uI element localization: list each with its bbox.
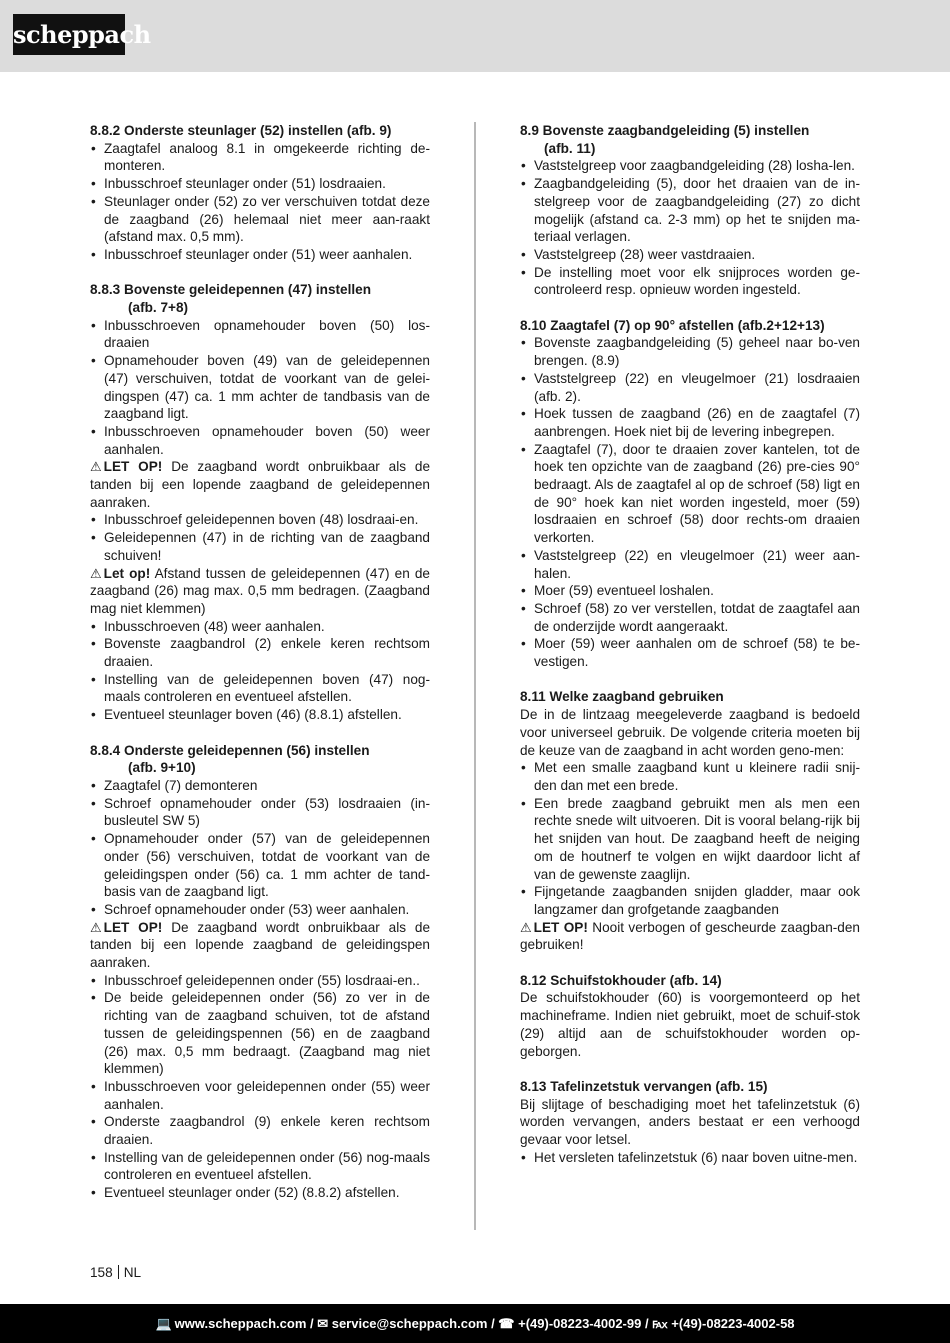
section xyxy=(520,122,860,299)
section-heading xyxy=(520,972,860,990)
paragraph: De in de lintzaag meegeleverde zaagband is bedoeld voor universeel gebruik. De volgende criteria moeten bij de keuze van de zaagband in acht worden geno-men: xyxy=(520,707,860,758)
section-heading xyxy=(520,1078,860,1096)
section-heading xyxy=(520,122,860,157)
list-item: • Schroef opnamehouder onder (53) losdraaien (in-busleutel SW 5) xyxy=(90,795,430,830)
list-item: • Het versleten tafelinzetstuk (6) naar boven uitne-men. xyxy=(520,1149,860,1167)
contact-bar xyxy=(0,1304,950,1343)
warning-text: De zaagband wordt onbruikbaar als de tanden bij een lopende zaagband de geleidepennen aanraken. xyxy=(90,459,430,510)
left-column xyxy=(90,122,430,1202)
list-item: • Steunlager onder (52) zo ver verschuiven totdat deze de zaagband (26) helemaal niet meer aan-raakt (afstand max. 0,5 mm). xyxy=(90,193,430,246)
bullet-list xyxy=(90,777,430,919)
list-item: • Zaagtafel (7) demonteren xyxy=(90,777,430,795)
warning-note xyxy=(90,458,430,511)
bullet-list xyxy=(520,157,860,299)
section-title: 8.12 Schuifstokhouder (afb. 14) xyxy=(520,972,722,988)
list-item: • Vaststelgreep voor zaagbandgeleiding (28) losha-len. xyxy=(520,157,860,175)
section xyxy=(520,972,860,1061)
brand-logo: scheppach xyxy=(13,14,125,55)
warning-icon: ⚠ xyxy=(90,565,102,581)
paragraph: De schuifstokhouder (60) is voorgemonteerd op het machineframe. Indien niet gebruikt, moet de schuif-stok (29) altijd aan de schuifstokhouder worden op-geborgen. xyxy=(520,990,860,1059)
warning-label: LET OP! xyxy=(533,919,588,935)
warning-icon: ⚠ xyxy=(520,919,532,935)
list-item: • Inbusschroeven opnamehouder boven (50) los-draaien xyxy=(90,317,430,352)
list-item: • Instelling van de geleidepennen onder (56) nog-maals controleren en eventueel afstellen. xyxy=(90,1149,430,1184)
paragraph: Bij slijtage of beschadiging moet het tafelinzetstuk (6) worden vervangen, anders bestaat er een verhoogd gevaar voor letsel. xyxy=(520,1096,860,1148)
list-item: • Geleidepennen (47) in de richting van de zaagband schuiven! xyxy=(90,529,430,564)
section-heading xyxy=(520,688,860,706)
warning-note xyxy=(90,565,430,618)
warning-label: Let op! xyxy=(103,565,151,581)
list-item: • Opnamehouder boven (49) van de geleidepennen (47) verschuiven, totdat de voorkant van de gelei-dingspen (47) ca. 1 mm achter de tandbasis van de zaagband ligt. xyxy=(90,352,430,423)
section-heading xyxy=(520,317,860,335)
warning-icon: ⚠ xyxy=(90,459,102,475)
bullet-list xyxy=(520,1149,860,1167)
bullet-list xyxy=(520,759,860,918)
section-title: 8.8.4 Onderste geleidepennen (56) instellen xyxy=(90,742,370,758)
page-language: NL xyxy=(123,1265,142,1280)
list-item: • Vaststelgreep (28) weer vastdraaien. xyxy=(520,246,860,264)
contact-line: www.scheppach.com / ✉ service@scheppach.com / ☎ +(49)-08223-4002-99 / ℻ +(49)-08223-4002-58 xyxy=(174,1316,795,1331)
section-title: 8.11 Welke zaagband gebruiken xyxy=(520,689,724,705)
list-item: • Onderste zaagbandrol (9) enkele keren rechtsom draaien. xyxy=(90,1113,430,1148)
section-title: 8.10 Zaagtafel (7) op 90° afstellen (afb.2+12+13) xyxy=(520,317,825,333)
section xyxy=(90,281,430,724)
bullet-list xyxy=(520,334,860,670)
list-item: • Eventueel steunlager boven (46) (8.8.1) afstellen. xyxy=(90,706,430,724)
warning-text: De zaagband wordt onbruikbaar als de tanden bij een lopende zaagband de geleidingspen aanraken. xyxy=(90,919,430,971)
header-bar xyxy=(0,0,950,72)
section xyxy=(520,1078,860,1167)
warning-note xyxy=(90,919,430,972)
section xyxy=(520,688,860,954)
list-item: • Zaagtafel (7), door te draaien zover kantelen, tot de hoek ten opzichte van de zaagband (26) pre-cies 90° bedraagt. Als de zaagtafel al op de schroef (58) ligt en de 90° hoek kan niet worden ingesteld, moer (59) losdraaien en schroef (58) door rechts-om draaien verkorten. xyxy=(520,441,860,547)
warning-note xyxy=(520,919,860,954)
list-item: • Zaagtafel analoog 8.1 in omgekeerde richting de-monteren. xyxy=(90,140,430,175)
list-item: • Hoek tussen de zaagband (26) en de zaagtafel (7) aanbrengen. Hoek niet bij de levering inbegrepen. xyxy=(520,405,860,440)
list-item: • Inbusschroef steunlager onder (51) weer aanhalen. xyxy=(90,246,430,264)
page-number: 158 xyxy=(90,1265,113,1280)
warning-text: Afstand tussen de geleidepennen (47) en de zaagband (26) mag max. 0,5 mm bedragen. (Zaagband mag niet klemmen) xyxy=(90,565,430,616)
warning-icon: ⚠ xyxy=(90,919,102,935)
section xyxy=(90,742,430,1202)
list-item: • Inbusschroef steunlager onder (51) losdraaien. xyxy=(90,175,430,193)
right-column xyxy=(520,122,860,1166)
section-title: 8.9 Bovenste zaagbandgeleiding (5) instellen xyxy=(520,123,810,138)
list-item: • De beide geleidepennen onder (56) zo ver in de richting van de zaagband schuiven, tot de afstand tussen de geleidingspennen (56) en de zaagband (26) max. 0,5 mm bedraagt. (Zaagband mag niet klemmen) xyxy=(90,989,430,1078)
section-title-continuation: (afb. 7+8) xyxy=(128,300,189,316)
section-title: 8.13 Tafelinzetstuk vervangen (afb. 15) xyxy=(520,1078,768,1094)
bullet-list xyxy=(90,317,430,459)
list-item: • Eventueel steunlager onder (52) (8.8.2) afstellen. xyxy=(90,1184,430,1202)
list-item: • Inbusschroef geleidepennen onder (55) losdraai-en.. xyxy=(90,972,430,990)
section-title-continuation: (afb. 9+10) xyxy=(128,760,196,776)
list-item: • Schroef (58) zo ver verstellen, totdat de zaagtafel aan de onderzijde wordt aangeraakt. xyxy=(520,600,860,635)
warning-label: LET OP! xyxy=(103,459,163,475)
page-separator xyxy=(118,1265,119,1279)
bullet-list xyxy=(90,511,430,564)
list-item: • Opnamehouder onder (57) van de geleidepennen onder (56) verschuiven, totdat de voorkant van de geleidingspen onder (56) ca. 1 mm achter de tand-basis van de zaagband ligt. xyxy=(90,830,430,901)
list-item: • De instelling moet voor elk snijproces worden ge-controleerd resp. opnieuw worden ingesteld. xyxy=(520,264,860,299)
list-item: • Instelling van de geleidepennen boven (47) nog-maals controleren en eventueel afstellen. xyxy=(90,671,430,706)
bullet-list xyxy=(90,140,430,264)
section-title: 8.8.2 Onderste steunlager (52) instellen (afb. 9) xyxy=(90,123,392,138)
section xyxy=(520,317,860,671)
list-item: • Vaststelgreep (22) en vleugelmoer (21) weer aan-halen. xyxy=(520,547,860,582)
bullet-list xyxy=(90,972,430,1202)
section-heading xyxy=(90,281,430,316)
list-item: • Fijngetande zaagbanden snijden gladder, maar ook langzamer dan grofgetande zaagbanden xyxy=(520,883,860,918)
list-item: • Schroef opnamehouder onder (53) weer aanhalen. xyxy=(90,901,430,919)
list-item: • Inbusschroeven voor geleidepennen onder (55) weer aanhalen. xyxy=(90,1078,430,1113)
section-heading xyxy=(90,122,430,140)
bullet-list xyxy=(90,618,430,724)
column-divider xyxy=(474,122,476,1230)
section-title-continuation: (afb. 11) xyxy=(544,140,596,156)
list-item: • Moer (59) weer aanhalen om de schroef (58) te be-vestigen. xyxy=(520,635,860,670)
section-heading xyxy=(90,742,430,777)
warning-text: Nooit verbogen of gescheurde zaagban-den gebruiken! xyxy=(520,919,860,953)
list-item: • Met een smalle zaagband kunt u kleinere radii snij-den dan met een brede. xyxy=(520,759,860,794)
list-item: • Zaagbandgeleiding (5), door het draaien van de in-stelgreep voor de zaagbandgeleiding (27) zo dicht mogelijk (afstand ca. 2-3 mm) op het te snijden ma-teriaal verlagen. xyxy=(520,175,860,246)
computer-icon: 💻 xyxy=(155,1316,172,1331)
list-item: • Moer (59) eventueel loshalen. xyxy=(520,582,860,600)
page-footer xyxy=(90,1265,141,1280)
list-item: • Bovenste zaagbandgeleiding (5) geheel naar bo-ven brengen. (8.9) xyxy=(520,334,860,369)
list-item: • Bovenste zaagbandrol (2) enkele keren rechtsom draaien. xyxy=(90,635,430,670)
section-title: 8.8.3 Bovenste geleidepennen (47) instellen xyxy=(90,282,372,298)
list-item: • Vaststelgreep (22) en vleugelmoer (21) losdraaien (afb. 2). xyxy=(520,370,860,405)
list-item: • Inbusschroeven opnamehouder boven (50) weer aanhalen. xyxy=(90,423,430,458)
list-item: • Inbusschroeven (48) weer aanhalen. xyxy=(90,618,430,636)
warning-label: LET OP! xyxy=(103,919,163,935)
list-item: • Inbusschroef geleidepennen boven (48) losdraai-en. xyxy=(90,511,430,529)
section xyxy=(90,122,430,264)
list-item: • Een brede zaagband gebruikt men als men een rechte snede wilt uitvoeren. Dit is vooral belang-rijk bij het snijden van hout. De zaagband heeft de neiging om de houtnerf te volgen en wijkt daardoor licht af van de gewenste zaaglijn. xyxy=(520,795,860,884)
